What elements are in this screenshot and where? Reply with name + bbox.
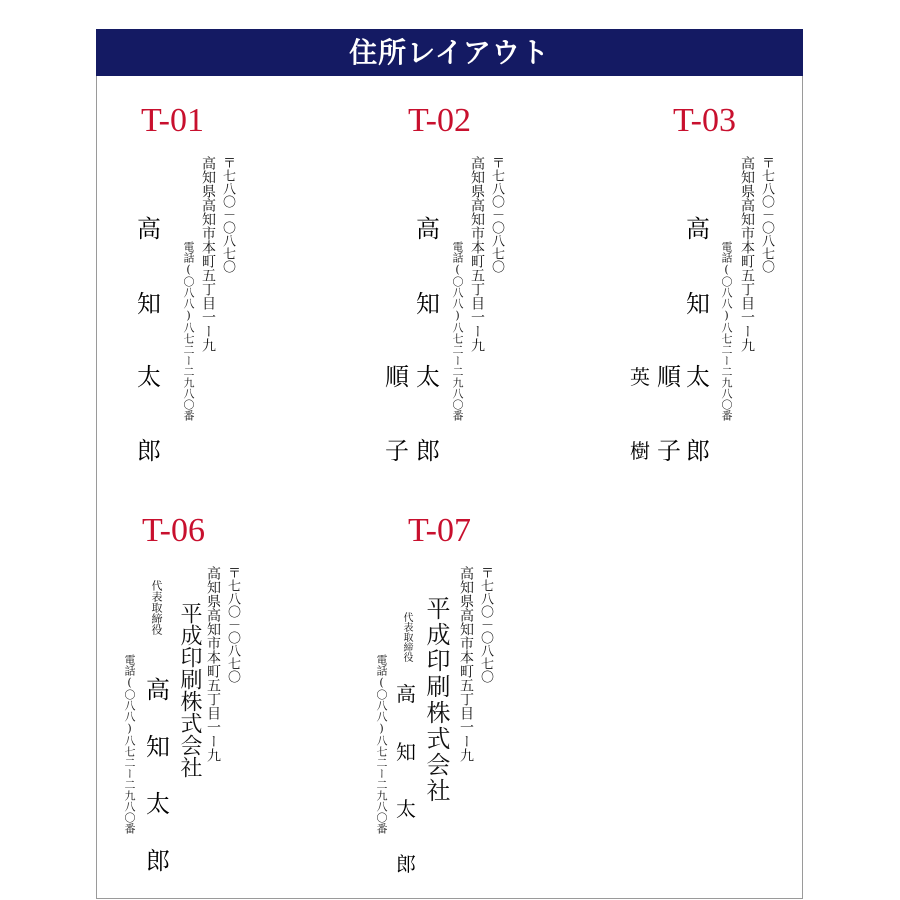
layout-code-t06: T-06 — [142, 512, 205, 549]
job-title-t07: 代表取締役 — [401, 612, 412, 662]
third-name-char-2-t03: 樹 — [630, 439, 650, 463]
address-line-t07: 高知県高知市本町五丁目一ー九 — [458, 566, 474, 762]
address-line-t03: 高知県高知市本町五丁目一ー九 — [739, 156, 755, 352]
company-name-t07: 平成印刷株式会社 — [422, 596, 450, 804]
zip-code-t07: 〒七八〇－〇八七〇 — [478, 566, 493, 683]
name-char-4-t01: 郎 — [137, 437, 161, 465]
zip-code-t06: 〒七八〇－〇八七〇 — [225, 566, 240, 683]
third-name-char-1-t03: 英 — [630, 365, 650, 389]
address-line-t06: 高知県高知市本町五丁目一ー九 — [205, 566, 221, 762]
name-char-1-t02: 高 — [416, 215, 440, 243]
company-name-t06: 平成印刷株式会社 — [177, 602, 202, 778]
name-char-2-t03: 知 — [686, 290, 710, 318]
phone-t07: 電話(〇八八)八七二ー二九八〇番 — [375, 654, 388, 834]
page-title: 住所レイアウト — [96, 29, 803, 76]
name-char-3-t01: 太 — [137, 363, 161, 391]
zip-code-t01: 〒七八〇－〇八七〇 — [220, 156, 235, 273]
second-name-char-2-t02: 子 — [385, 437, 409, 465]
name-char-4-t07: 郎 — [396, 852, 416, 876]
name-char-3-t02: 太 — [416, 363, 440, 391]
name-char-4-t06: 郎 — [146, 847, 170, 875]
name-char-1-t03: 高 — [686, 215, 710, 243]
second-name-char-2-t03: 子 — [657, 437, 681, 465]
name-char-1-t07: 高 — [396, 682, 416, 706]
name-char-4-t03: 郎 — [686, 437, 710, 465]
layout-code-t03: T-03 — [673, 102, 736, 139]
name-char-4-t02: 郎 — [416, 437, 440, 465]
phone-t06: 電話(〇八八)八七二ー二九八〇番 — [123, 654, 136, 834]
zip-code-t03: 〒七八〇－〇八七〇 — [759, 156, 774, 273]
zip-code-t02: 〒七八〇－〇八七〇 — [489, 156, 504, 273]
phone-t02: 電話(〇八八)八七二ー二九八〇番 — [451, 241, 464, 421]
phone-t01: 電話(〇八八)八七二ー二九八〇番 — [182, 241, 195, 421]
name-char-2-t02: 知 — [416, 290, 440, 318]
phone-t03: 電話(〇八八)八七二ー二九八〇番 — [720, 241, 733, 421]
name-char-3-t07: 太 — [396, 797, 416, 821]
second-name-char-1-t03: 順 — [657, 363, 681, 391]
name-char-3-t03: 太 — [686, 363, 710, 391]
name-char-2-t01: 知 — [137, 290, 161, 318]
job-title-t06: 代表取締役 — [150, 580, 163, 635]
layout-code-t01: T-01 — [141, 102, 204, 139]
address-line-t02: 高知県高知市本町五丁目一ー九 — [469, 156, 485, 352]
name-char-3-t06: 太 — [146, 790, 170, 818]
name-char-2-t06: 知 — [146, 733, 170, 761]
name-char-1-t06: 高 — [146, 676, 170, 704]
address-line-t01: 高知県高知市本町五丁目一ー九 — [200, 156, 216, 352]
layout-code-t07: T-07 — [408, 512, 471, 549]
name-char-2-t07: 知 — [396, 740, 416, 764]
name-char-1-t01: 高 — [137, 215, 161, 243]
layout-code-t02: T-02 — [408, 102, 471, 139]
second-name-char-1-t02: 順 — [385, 363, 409, 391]
